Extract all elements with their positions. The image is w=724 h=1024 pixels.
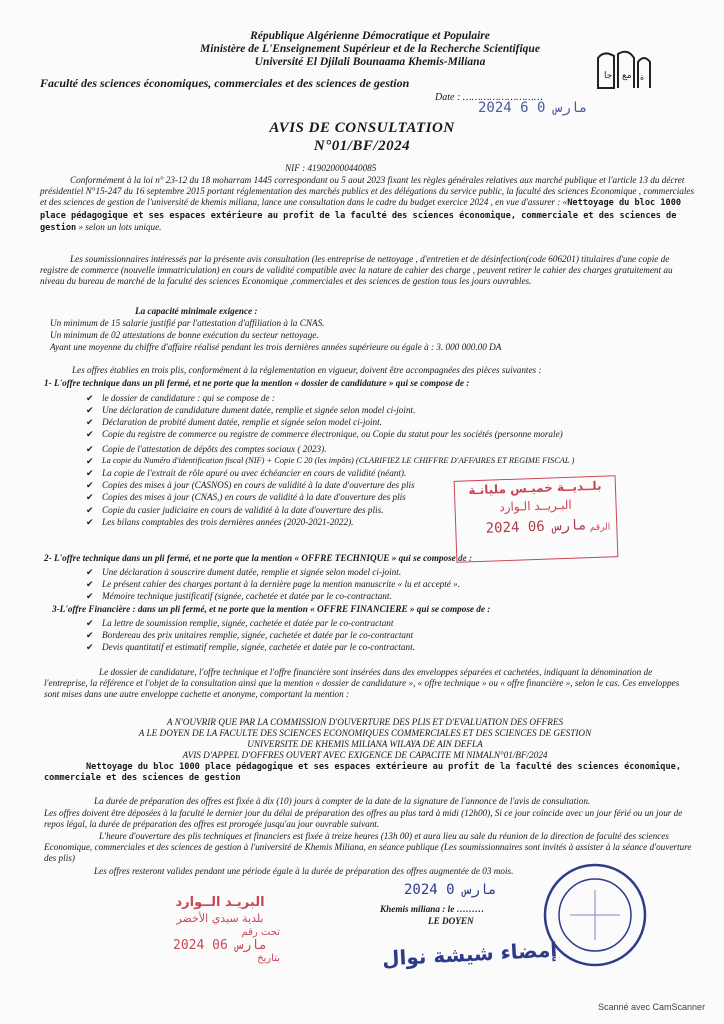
capacity-line-1: Un minimum de 15 salarie justifié par l'attestation d'affiliation à la CNAS. bbox=[50, 318, 325, 328]
checkmark-icon: ✔ bbox=[86, 567, 94, 577]
envelope-paragraph: Le dossier de candidature, l'offre technique et l'offre financière sont insérées dans des enveloppes séparées et cachetées, indiquant la dénomination de l'entreprise, la référence et l'objet de la consultation ainsi que la mention « dossier de candidature », « offre technique » ou « offre financière », selon le cas. Ces enveloppes sont mises dans une autre enveloppe cachette et anonyme, comportant la mention : bbox=[44, 667, 680, 700]
closing-paragraph-1: La durée de préparation des offres est fixée à dix (10) jours à compter de la date de la signature de l'annonce de l'avis de consultation. bbox=[94, 796, 591, 806]
stamp-date: 2024 مارس 06 bbox=[173, 938, 267, 953]
closing-paragraph-4: Les offres resteront valides pendant une période égale à la durée de préparation des offres augmentée de 03 mois. bbox=[94, 866, 514, 876]
notice-number: N°01/BF/2024 bbox=[313, 138, 411, 154]
checkmark-icon: ✔ bbox=[86, 492, 94, 503]
checkmark-icon: ✔ bbox=[86, 480, 94, 491]
stamp-line-3: تحت رقم bbox=[241, 927, 280, 938]
checkmark-icon: ✔ bbox=[86, 468, 94, 479]
offers-intro: Les offres établies en trois plis, conformément à la réglementation en vigueur, doivent être accompagnées des pièces suivantes : bbox=[72, 365, 542, 375]
intro-subject: Nettoyage du bloc 1000 place pédagogique et ses espaces extérieure au profit de la faculté des sciences économique, commerciale et des sciences de gestion bbox=[40, 198, 682, 233]
list-item: ✔ Copies des mises à jour (CASNOS) en cours de validité à la date d'ouverture des plis bbox=[86, 480, 415, 491]
stamp-ref: الرقم bbox=[589, 522, 611, 534]
section3-list bbox=[82, 617, 672, 654]
section3-title: 3-L'offre Financière : dans un pli fermé, et ne porte que la mention « OFFRE FINANCIERE » qui se compose de : bbox=[52, 604, 491, 614]
notice-line-2: A LE DOYEN DE LA FACULTE DES SCIENCES ECONOMIQUES COMMERCIALES ET DES SCIENCES DE GESTION bbox=[138, 728, 592, 738]
stamp-line-2: بلدية سيدي الأخضر bbox=[176, 912, 264, 925]
list-item: ✔ La lettre de soumission remplie, signée, cachetée et datée par le co-contractant bbox=[86, 618, 394, 628]
list-item: ✔ Déclaration de probité dument datée, remplie et signée selon model ci-joint. bbox=[86, 417, 382, 428]
checkmark-icon: ✔ bbox=[86, 579, 94, 590]
svg-text:ة: ة bbox=[640, 73, 645, 82]
university-logo bbox=[594, 48, 652, 92]
capacity-title: La capacité minimale exigence : bbox=[135, 306, 258, 316]
intro-text-a: Conformément à la loi n° 23-12 du 18 moharram 1445 correspondant ou 5 aout 2023 fixant les règles générales relatives aux marché publique et l'article 13 du décret présidentiel N°15-247 du 16 septembre 2015 portant réglementation des marchés publics et des délégations du service public, la faculté des sciences Economique , commerciales et des sciences de gestion de l'université de khemis miliana, lance une consultation dans le cadre du budget exercice 2024 , en vue d'assurer : « bbox=[40, 175, 695, 208]
list-item: ✔ Copie de l'attestation de dépôts des comptes sociaux ( 2023). bbox=[86, 443, 327, 454]
list-item: ✔ Copie du casier judiciaire en cours de validité à la date d'ouverture des plis. bbox=[86, 504, 384, 515]
faculty-heading: Faculté des sciences économiques, commerciales et des sciences de gestion bbox=[40, 76, 410, 90]
intro-text-c: » selon un lots unique. bbox=[76, 221, 162, 232]
checkmark-icon: ✔ bbox=[86, 417, 94, 428]
checkmark-icon: ✔ bbox=[86, 405, 94, 416]
notice-title: AVIS DE CONSULTATION bbox=[269, 120, 455, 136]
signature-place: Khemis miliana : le ……… bbox=[380, 904, 485, 914]
checkmark-icon: ✔ bbox=[86, 630, 94, 641]
capacity-line-2: Un minimum de 02 attestations de bonne exécution du secteur nettoyage. bbox=[50, 330, 319, 340]
notice-line-1: A N'OUVRIR QUE PAR LA COMMISSION D'OUVERTURE DES PLIS ET D'EVALUATION DES OFFRES bbox=[166, 717, 564, 727]
stamp-line-1: بلــديــة خميـس مليانـة bbox=[468, 478, 602, 498]
signature-date-stamp: 2024 مارس 0 bbox=[404, 882, 497, 898]
sidi-lakhdar-stamp bbox=[160, 895, 280, 975]
scanner-footer: Scanné avec CamScanner bbox=[598, 1002, 706, 1012]
republic-heading: République Algérienne Démocratique et Populaire bbox=[250, 30, 490, 42]
stamp-line-1: البريـد الــوارد bbox=[175, 895, 265, 910]
list-item: ✔ Une déclaration de candidature dument datée, remplie et signée selon model ci-joint. bbox=[86, 405, 416, 416]
checkmark-icon: ✔ bbox=[86, 443, 94, 454]
section2-list bbox=[82, 566, 672, 603]
checkmark-icon: ✔ bbox=[86, 642, 94, 653]
intro-paragraph bbox=[40, 175, 695, 234]
list-item: ✔ La copie de l'extrait de rôle apuré ou avec échéancier en cours de validité (néant). bbox=[86, 468, 407, 479]
notice-line-4: AVIS D'APPEL D'OFFRES OUVERT AVEC EXIGENCE DE CAPACITE MI NIMALN°01/BF/2024 bbox=[182, 750, 548, 760]
date-stamp: 2024 مارس 0 6 bbox=[478, 100, 588, 116]
checkmark-icon: ✔ bbox=[86, 516, 94, 527]
stamp-line-2: البـريــد الـوارد bbox=[499, 497, 572, 515]
bidders-paragraph: Les soumissionnaires intéressés par la présente avis consultation (les entreprise de nettoyage , d'entretien et de désinfection(code 606201) titulaires d'une copie de registre de commerce (nouvelle immatriculation) en cours de validité compatible avec la nature de cahier des charge , peuvent retirer le cahier des charges gratuitement au niveau du bureau de marché de la faculté des sciences Economique ,commerciales et des sciences de gestion tous les jours ouvrables. bbox=[40, 254, 673, 287]
list-item: ✔ Copie du registre de commerce ou registre de commerce électronique, ou Copie du statut pour les sociétés (personne morale) bbox=[86, 428, 563, 439]
checkmark-icon: ✔ bbox=[86, 393, 94, 403]
list-item: ✔ le dossier de candidature : qui se compose de : bbox=[86, 393, 275, 403]
svg-text:جا: جا bbox=[604, 71, 613, 81]
section2-title: 2- L'offre technique dans un pli fermé, et ne porte que la mention « OFFRE TECHNIQUE » qui se compose de : bbox=[44, 553, 473, 563]
section1-title: 1- L'offre technique dans un pli fermé, et ne porte que la mention « dossier de candidature » qui se compose de : bbox=[44, 378, 470, 388]
list-item: ✔ Copies des mises à jour (CNAS,) en cours de validité à la date d'ouverture des plis bbox=[86, 492, 406, 503]
checkmark-icon: ✔ bbox=[86, 618, 94, 628]
notice-line-3: UNIVERSITE DE KHEMIS MILIANA WILAYA DE AIN DEFLA bbox=[247, 739, 483, 749]
closing-paragraph-2: Les offres doivent être déposées à la faculté le dernier jour du délai de préparation des offres au plus tard à midi (12h00), Si ce jour coïncide avec un jour férié ou un jour de repos légal, la durée de préparation des offres est prorogée jusqu'au jour ouvrable suivant. bbox=[44, 808, 683, 830]
checkmark-icon: ✔ bbox=[86, 504, 94, 515]
svg-text:مع: مع bbox=[622, 71, 632, 81]
university-heading: Université El Djilali Bounaama Khemis-Miliana bbox=[254, 56, 486, 68]
signature-role: LE DOYEN bbox=[428, 916, 474, 926]
capacity-line-3: Ayant une moyenne du chiffre d'affaire réalisé pendant les trois dernières années supérieure ou égale à : 3. 000 000.00 DA bbox=[50, 342, 502, 352]
stamp-date: 2024 مارس 06 bbox=[485, 517, 588, 537]
list-item: ✔ Mémoire technique justificatif (signée, cachetée et datée par le co-contractant. bbox=[86, 591, 392, 602]
ministry-heading: Ministère de L'Enseignement Supérieur et de la Recherche Scientifique bbox=[200, 43, 540, 55]
stamp-line-4: بتاريخ bbox=[257, 953, 280, 964]
list-item: ✔ La copie du Numéro d'identification fiscal (NIF) + Copie C 20 (les impôts) (CLARIFIEZ LE CHIFFRE D'AFFAIRES ET REGIME FISCAL ) bbox=[86, 455, 575, 466]
nif-number: NIF : 419020000440085 bbox=[285, 163, 377, 173]
checkmark-icon: ✔ bbox=[86, 428, 94, 439]
date-label: Date : ……………………… bbox=[435, 92, 543, 103]
checkmark-icon: ✔ bbox=[86, 591, 94, 602]
signature-name: إمضاء شيشة نوال bbox=[381, 937, 558, 971]
list-item: ✔ Les bilans comptables des trois dernières années (2020-2021-2022). bbox=[86, 516, 354, 527]
list-item: ✔ Devis quantitatif et estimatif remplie, signée, cachetée et datée par le co-contractant. bbox=[86, 642, 415, 653]
checkmark-icon: ✔ bbox=[86, 455, 94, 466]
list-item: ✔ Bordereau des prix unitaires remplie, signée, cachetée et datée par le co-contractant bbox=[86, 630, 414, 641]
list-item: ✔ Une déclaration à souscrire dument datée, remplie et signée selon model ci-joint. bbox=[86, 567, 402, 577]
municipality-stamp bbox=[454, 475, 619, 563]
closing-paragraph-3: L'heure d'ouverture des plis techniques et financiers est fixée à treize heures (13h 00) et aura lieu au sale du réunion de la direction de faculté des sciences Economique, commerciales et des sciences de gestion à l'université de Khemis Miliana, en séance publique (Les soumissionnaires sont invités à assister à la séance d'ouverture des plis) bbox=[44, 831, 692, 864]
notice-subject: Nettoyage du bloc 1000 place pédagogique et ses espaces extérieure au profit de la faculté des sciences économique, commerciale et des sciences de gestion bbox=[44, 762, 681, 783]
list-item: ✔ Le présent cahier des charges portant à la dernière page la mention manuscrite « lu et accepté ». bbox=[86, 579, 461, 590]
